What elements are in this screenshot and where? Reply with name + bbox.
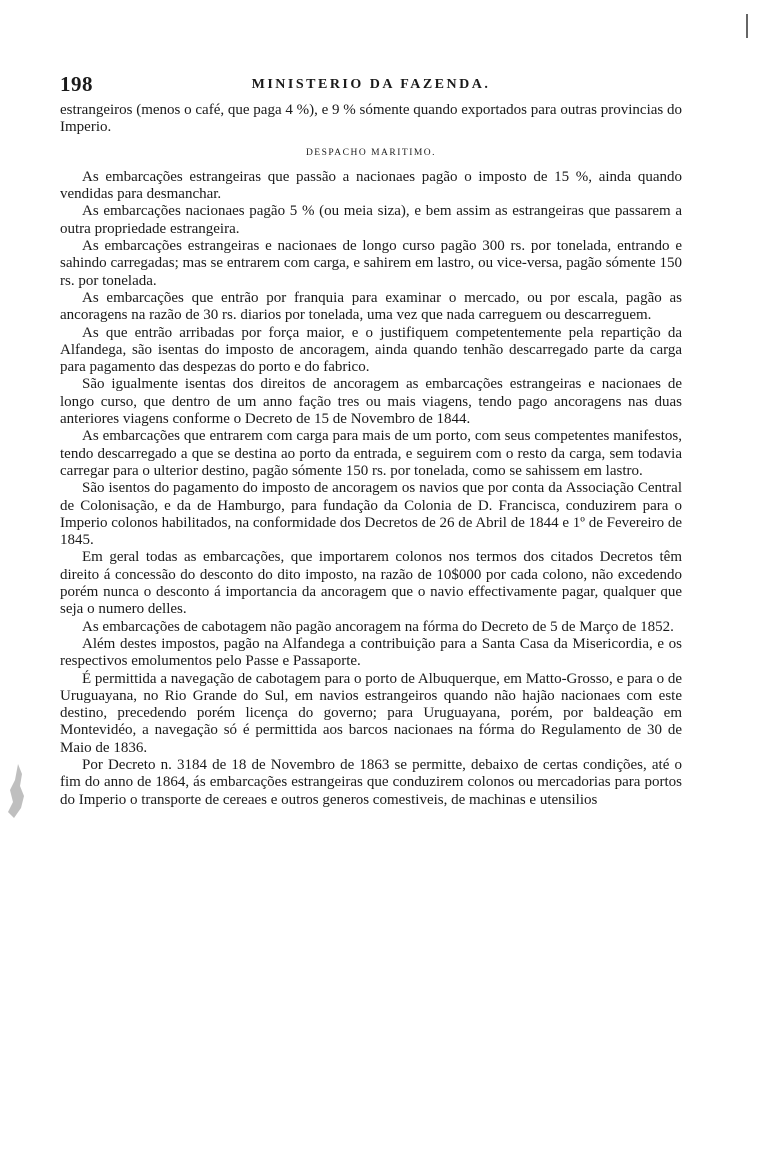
- page: [60, 72, 682, 809]
- paragraph: As embarcações nacionaes pagão 5 % (ou meia siza), e bem assim as estrangeiras que passarem a outra propriedade estrangeira.: [60, 203, 682, 237]
- paragraph: São igualmente isentas dos direitos de ancoragem as embarcações estrangeiras e nacionaes de longo curso, que dentro de um anno fação tres ou mais viagens, tendo pago ancoragens nas duas anteriores viagens conforme o Decreto de 15 de Novembro de 1844.: [60, 376, 682, 428]
- margin-smudge-left: [4, 762, 30, 820]
- paragraph: É permittida a navegação de cabotagem para o porto de Albuquerque, em Matto-Grosso, e para o de Uruguayana, no Rio Grande do Sul, em navios estrangeiros quando não hajão nacionaes com este destino, precedendo porém licença do governo; para Uruguayana, porém, por baldeação em Montevidéo, a navegação só é permittida aos barcos nacionaes na fórma do Regulamento de 30 de Maio de 1836.: [60, 670, 682, 756]
- margin-mark-right: [746, 14, 748, 38]
- section-heading: DESPACHO MARITIMO.: [305, 147, 437, 158]
- paragraph: Em geral todas as embarcações, que importarem colonos nos termos dos citados Decretos têm direito á concessão do desconto do dito imposto, na razão de 10$000 por cada colono, não excedendo porém nunca o desconto á importancia da ancoragem que o navio effectivamente pagar, qualquer que seja o numero delles.: [60, 549, 682, 618]
- paragraph: São isentos do pagamento do imposto de ancoragem os navios que por conta da Associação Central de Colonisação, e da de Hamburgo, para fundação da Colonia de D. Francisca, conduzirem para o Imperio colonos habilitados, na conformidade dos Decretos de 26 de Abril de 1844 e 1º de Fevereiro de 1845.: [60, 480, 682, 549]
- paragraph: As embarcações estrangeiras que passão a nacionaes pagão o imposto de 15 %, ainda quando vendidas para desmanchar.: [60, 168, 682, 203]
- paragraph: Além destes impostos, pagão na Alfandega a contribuição para a Santa Casa da Misericordia, e os respectivos emolumentos pelo Passe e Passaporte.: [60, 635, 682, 670]
- paragraph: As que entrão arribadas por força maior, e o justifiquem competentemente pela repartição da Alfandega, são isentas do imposto de ancoragem, ainda quando tenhão descarregado parte da carga para pagamento das despezas do porto e do fabrico.: [60, 324, 682, 376]
- paragraph: As embarcações que entrão por franquia para examinar o mercado, ou por escala, pagão as ancoragens na razão de 30 rs. diarios por tonelada, uma vez que nada carreguem ou descarreguem.: [60, 289, 682, 324]
- paragraph: Por Decreto n. 3184 de 18 de Novembro de 1863 se permitte, debaixo de certas condições, até o fim do anno de 1864, ás embarcações estrangeiras que conduzirem colonos ou mercadorias para portos do Imperio o transporte de cereaes e outros generos comestiveis, de machinas e utensilios: [60, 756, 682, 808]
- body-text: [60, 102, 682, 809]
- intro-paragraph: estrangeiros (menos o café, que paga 4 %), e 9 % sómente quando exportados para outras provincias do Imperio.: [60, 102, 682, 136]
- paragraph: As embarcações que entrarem com carga para mais de um porto, com seus competentes manifestos, tendo descarregado a que se destina ao porto da entrada, e seguirem com o resto da carga, sem todavia carregar para o ulterior destino, pagão sómente 150 rs. por tonelada, como se sahissem em lastro.: [60, 428, 682, 479]
- paragraph: As embarcações estrangeiras e nacionaes de longo curso pagão 300 rs. por tonelada, entrando e sahindo carregadas; mas se entrarem com carga, e sahirem em lastro, ou vice-versa, pagão sómente 150 rs. por tonelada.: [60, 238, 682, 289]
- page-header: [60, 72, 682, 102]
- paragraph: As embarcações de cabotagem não pagão ancoragem na fórma do Decreto de 5 de Março de 1852.: [82, 618, 674, 635]
- page-number: 198: [60, 72, 93, 96]
- running-title: MINISTERIO DA FAZENDA.: [251, 77, 491, 92]
